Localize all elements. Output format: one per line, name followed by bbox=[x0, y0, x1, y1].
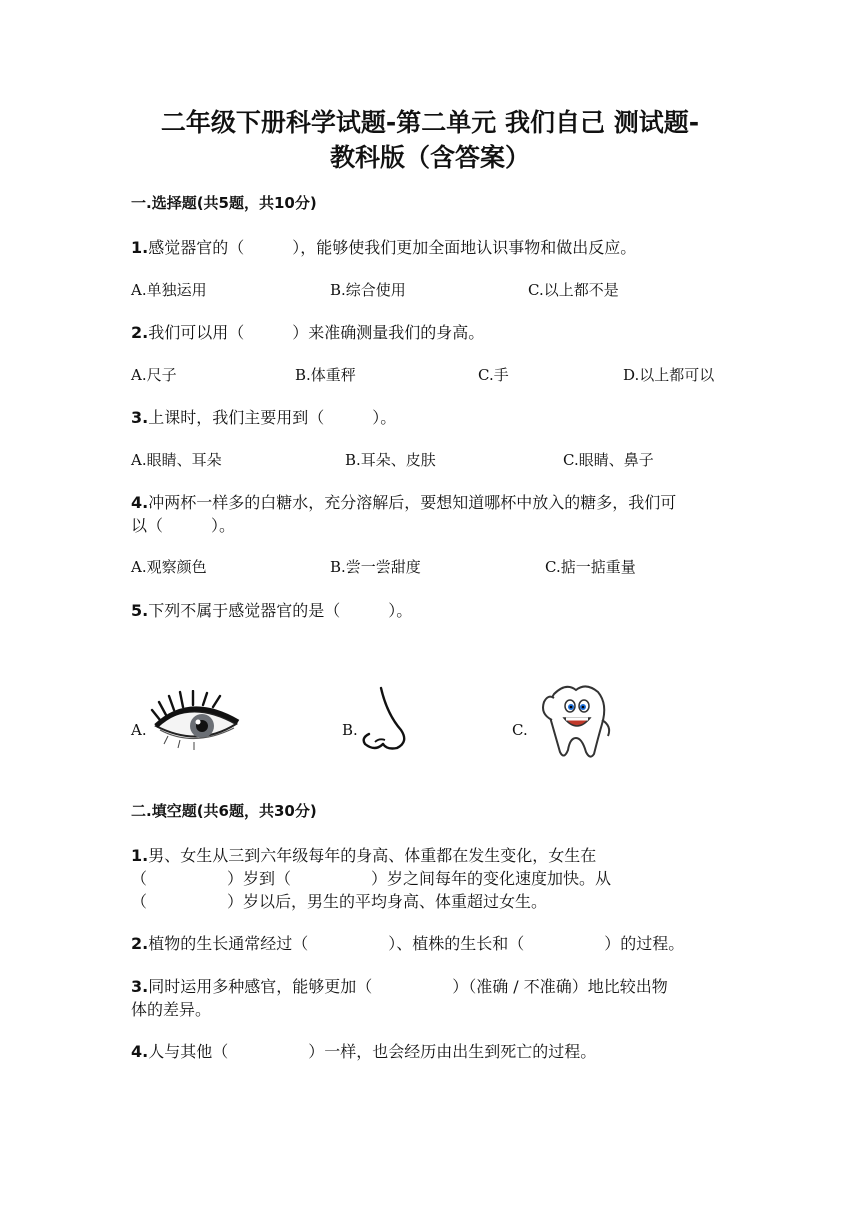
fill-question-1-line-3[interactable]: （ ）岁以后，男生的平均身高、体重超过女生。 bbox=[131, 892, 548, 911]
eye-image[interactable] bbox=[150, 690, 242, 760]
question-line: 植物的生长通常经过（ ）、植株的生长和（ ）的过程。 bbox=[148, 934, 685, 953]
question-3 bbox=[131, 406, 396, 429]
fill-question-1 bbox=[131, 844, 596, 867]
page-title-line-1: 二年级下册科学试题-第二单元 我们自己 测试题- bbox=[160, 108, 700, 137]
question-2 bbox=[131, 321, 484, 344]
option-b[interactable]: B.耳朵、皮肤 bbox=[345, 451, 436, 469]
option-b[interactable]: B. bbox=[342, 721, 358, 739]
question-number: 3. bbox=[131, 408, 149, 427]
option-c[interactable]: C.手 bbox=[478, 366, 509, 384]
option-b[interactable]: B.尝一尝甜度 bbox=[330, 558, 421, 576]
option-a[interactable]: A.尺子 bbox=[131, 366, 177, 384]
option-c[interactable]: C. bbox=[512, 721, 528, 739]
question-5 bbox=[131, 599, 412, 622]
question-line: 同时运用多种感官，能够更加（ ）（准确 / 不准确）地比较出物 bbox=[148, 977, 668, 996]
question-line: 男、女生从三到六年级每年的身高、体重都在发生变化，女生在 bbox=[148, 846, 597, 865]
question-number: 5. bbox=[131, 601, 149, 620]
option-a[interactable]: A.眼睛、耳朵 bbox=[131, 451, 222, 469]
option-c[interactable]: C.掂一掂重量 bbox=[545, 558, 636, 576]
option-a[interactable]: A. bbox=[131, 721, 147, 739]
option-b[interactable]: B.综合使用 bbox=[330, 281, 406, 299]
nose-image[interactable] bbox=[357, 686, 411, 756]
question-stem: 冲两杯一样多的白糖水，充分溶解后，要想知道哪杯中放入的糖多，我们可 bbox=[148, 493, 677, 512]
question-4-cont: 以（ ）。 bbox=[131, 516, 236, 535]
question-4 bbox=[131, 491, 676, 514]
fill-question-3-line-2: 体的差异。 bbox=[131, 1000, 212, 1019]
question-number: 1. bbox=[131, 238, 149, 257]
section-heading-choice: 一.选择题(共5题，共10分) bbox=[131, 194, 317, 212]
question-number: 4. bbox=[131, 1042, 149, 1061]
fill-question-2[interactable] bbox=[131, 932, 684, 955]
question-line: 人与其他（ ）一样，也会经历由出生到死亡的过程。 bbox=[148, 1042, 597, 1061]
option-b[interactable]: B.体重秤 bbox=[295, 366, 356, 384]
question-number: 1. bbox=[131, 846, 149, 865]
fill-question-3[interactable] bbox=[131, 975, 668, 998]
question-1 bbox=[131, 236, 636, 259]
question-stem: 我们可以用（ ）来准确测量我们的身高。 bbox=[148, 323, 485, 342]
option-a[interactable]: A.单独运用 bbox=[131, 281, 207, 299]
question-stem: 下列不属于感觉器官的是（ ）。 bbox=[148, 601, 413, 620]
question-number: 3. bbox=[131, 977, 149, 996]
option-a[interactable]: A.观察颜色 bbox=[131, 558, 207, 576]
section-heading-fill: 二.填空题(共6题，共30分) bbox=[131, 802, 317, 820]
page-title-line-2: 教科版（含答案） bbox=[329, 143, 530, 172]
option-c[interactable]: C.以上都不是 bbox=[528, 281, 619, 299]
question-number: 2. bbox=[131, 323, 149, 342]
tooth-image[interactable] bbox=[532, 680, 620, 762]
question-number: 2. bbox=[131, 934, 149, 953]
fill-question-1-line-2[interactable]: （ ）岁到（ ）岁之间每年的变化速度加快。从 bbox=[131, 869, 612, 888]
fill-question-4[interactable] bbox=[131, 1040, 596, 1063]
option-d[interactable]: D.以上都可以 bbox=[623, 366, 715, 384]
option-c[interactable]: C.眼睛、鼻子 bbox=[563, 451, 654, 469]
question-number: 4. bbox=[131, 493, 149, 512]
question-stem: 感觉器官的（ ），能够使我们更加全面地认识事物和做出反应。 bbox=[148, 238, 637, 257]
question-stem: 上课时，我们主要用到（ ）。 bbox=[148, 408, 397, 427]
